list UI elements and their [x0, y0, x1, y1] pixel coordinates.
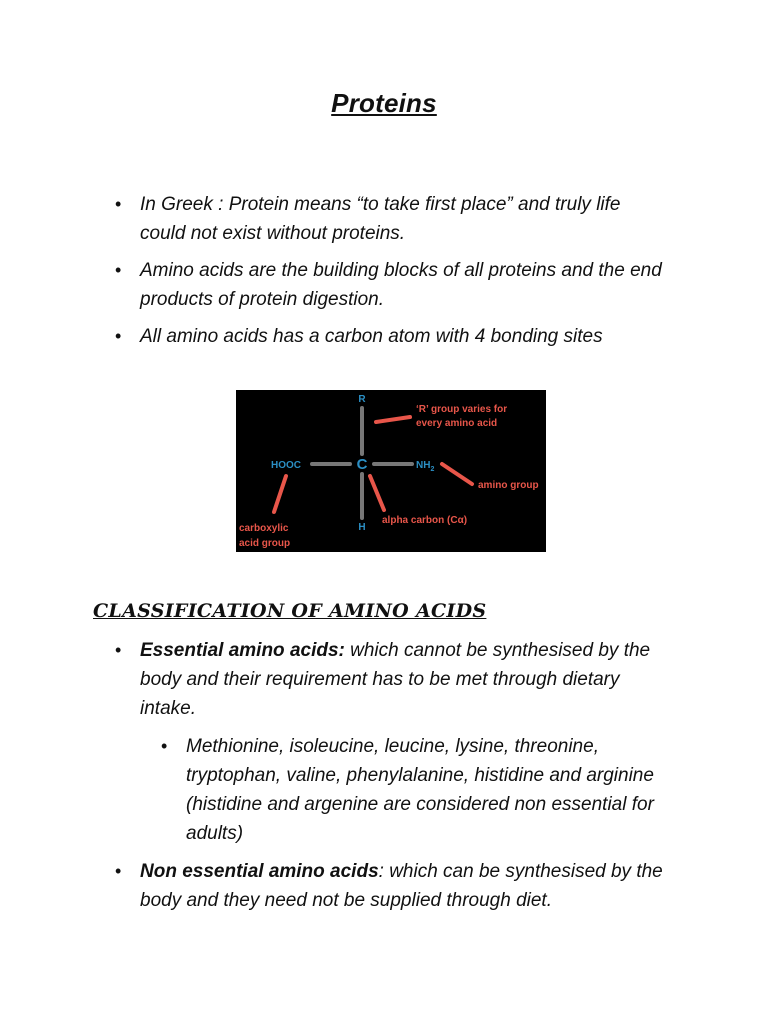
intro-list	[115, 190, 670, 359]
essential-label: Essential amino acids:	[140, 640, 345, 661]
atom-r: R	[358, 394, 366, 405]
pointer-amino	[442, 464, 472, 484]
atom-c: C	[356, 456, 368, 473]
bullet-icon: •	[115, 194, 122, 214]
nh-text: NH	[416, 460, 431, 471]
group-nh2	[416, 460, 434, 473]
list-item	[161, 732, 676, 848]
list-item-essential	[115, 636, 680, 848]
list-item: • Amino acids are the building blocks of all proteins and the end products of protein digestion.	[140, 256, 670, 314]
section-heading: CLASSIFICATION OF AMINO ACIDS	[93, 600, 487, 622]
page-title: Proteins	[331, 88, 437, 118]
pointer-alpha	[370, 476, 384, 510]
diagram-svg	[236, 390, 546, 552]
classification-list	[115, 636, 680, 924]
label-r-group-line2: every amino acid	[416, 418, 498, 429]
bullet-icon: •	[115, 861, 122, 881]
bullet-icon: •	[161, 736, 168, 756]
label-carboxyl-line1: carboxylic	[239, 523, 289, 534]
essential-text: which cannot be synthesised by the body and their requirement has to be met through dietary intake.	[140, 640, 651, 719]
bullet-icon: •	[115, 260, 122, 280]
list-item: • In Greek : Protein means “to take first place” and truly life could not exist without proteins.	[140, 190, 670, 248]
essential-examples: Methionine, isoleucine, leucine, lysine, threonine, tryptophan, valine, phenylalanine, histidine and arginine (histidine and argenine are considered non essential for adults)	[186, 736, 654, 844]
nonessential-text: : which can be synthesised by the body and they need not be supplied through diet.	[140, 861, 663, 911]
nonessential-label: Non essential amino acids	[140, 861, 379, 882]
nh-subscript: 2	[430, 466, 435, 473]
list-item: • All amino acids has a carbon atom with 4 bonding sites	[140, 322, 670, 351]
group-hooc: HOOC	[271, 460, 301, 471]
atom-h: H	[358, 522, 366, 533]
bullet-icon: •	[115, 326, 122, 346]
label-amino-group: amino group	[478, 480, 539, 491]
pointer-carboxyl	[274, 476, 286, 512]
label-carboxyl-line2: acid group	[239, 538, 291, 549]
label-alpha-carbon: alpha carbon (Cα)	[382, 515, 468, 526]
label-r-group-line1: ‘R’ group varies for	[416, 404, 508, 415]
list-item-nonessential	[115, 857, 680, 915]
pointer-r	[376, 417, 410, 422]
bullet-icon: •	[115, 640, 122, 660]
amino-acid-structure-diagram	[236, 390, 546, 552]
essential-examples-list	[161, 732, 676, 848]
